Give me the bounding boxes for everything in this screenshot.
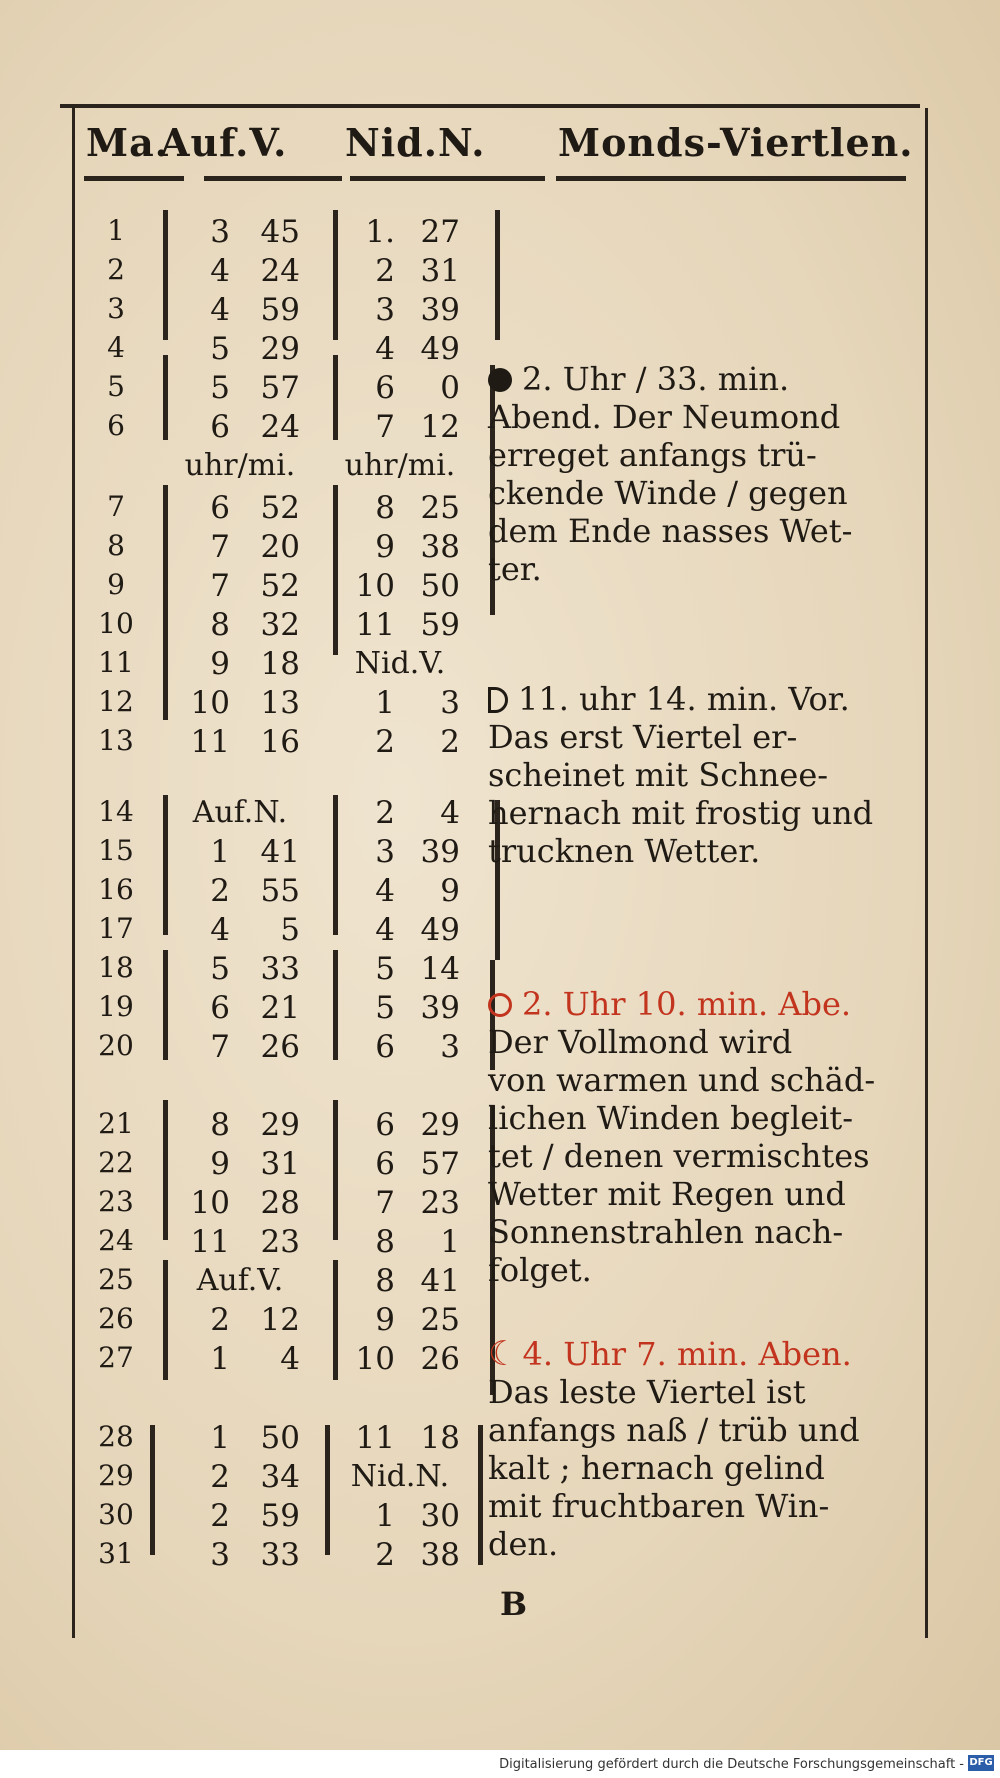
table-row (0, 253, 1000, 289)
sunset-hour: 3 (375, 292, 395, 328)
sunrise-minute: 52 (260, 490, 300, 526)
sunset-hour: 9 (375, 529, 395, 565)
sunrise-hour: 1 (210, 1341, 230, 1377)
sunset-minute: 49 (420, 912, 460, 948)
day-cell: 8 (107, 529, 125, 562)
moon-note-line: hernach mit frostig und (488, 794, 874, 832)
sunrise-hour: 2 (210, 1498, 230, 1534)
sunset-minute: 30 (420, 1498, 460, 1534)
sunset-minute: 2 (440, 724, 460, 760)
sunrise-minute: 52 (260, 568, 300, 604)
day-cell: 27 (98, 1341, 134, 1374)
moon-note-line: dem Ende nasses Wet- (488, 512, 853, 550)
sunrise-label: uhr/mi. (184, 448, 296, 483)
moon-note-line: anfangs naß / trüb und (488, 1411, 860, 1449)
sunset-minute: 1 (440, 1224, 460, 1260)
sunrise-label: Auf.V. (196, 1263, 284, 1298)
sunrise-hour: 6 (210, 409, 230, 445)
sunrise-hour: 5 (210, 370, 230, 406)
sunset-hour: 2 (375, 253, 395, 289)
dfg-logo: DFG (968, 1755, 994, 1771)
sunset-minute: 25 (420, 490, 460, 526)
table-row (0, 912, 1000, 948)
day-cell: 31 (98, 1537, 134, 1570)
day-cell: 12 (98, 685, 134, 718)
new-moon-icon (488, 368, 512, 392)
header-moon-quarters: Monds-Viertlen. (558, 120, 914, 165)
bracket-rule (163, 485, 168, 655)
table-row (0, 1302, 1000, 1338)
sunset-label: Nid.V. (354, 646, 446, 681)
bracket-rule (478, 1425, 483, 1565)
sunrise-hour: 2 (210, 1459, 230, 1495)
sunrise-hour: 4 (210, 253, 230, 289)
sunrise-hour: 6 (210, 490, 230, 526)
sunrise-hour: 9 (210, 646, 230, 682)
bracket-rule (163, 795, 168, 935)
sunset-minute: 0 (440, 370, 460, 406)
sunrise-minute: 20 (260, 529, 300, 565)
last-quarter-icon: ☾ (488, 1334, 519, 1374)
moon-note-line: Der Vollmond wird (488, 1023, 793, 1061)
sunset-minute: 39 (420, 834, 460, 870)
sunset-label: uhr/mi. (344, 448, 456, 483)
moon-note-line: den. (488, 1525, 559, 1563)
sunrise-minute: 50 (260, 1420, 300, 1456)
sunset-hour: 4 (375, 873, 395, 909)
moon-note (488, 1335, 898, 1563)
sunrise-minute: 13 (260, 685, 300, 721)
sunset-hour: 5 (375, 990, 395, 1026)
sunrise-minute: 24 (260, 409, 300, 445)
bracket-rule (333, 950, 338, 1060)
day-cell: 2 (107, 253, 125, 286)
sunset-minute: 12 (420, 409, 460, 445)
moon-note (488, 360, 898, 588)
sunrise-hour: 5 (210, 951, 230, 987)
moon-note-line: trucknen Wetter. (488, 832, 761, 870)
footer-text: Digitalisierung gefördert durch die Deutsche Forschungsgemeinschaft - (499, 1757, 964, 1772)
sunset-hour: 4 (375, 912, 395, 948)
sunrise-hour: 8 (210, 607, 230, 643)
sunset-hour: 8 (375, 1263, 395, 1299)
sunrise-minute: 59 (260, 1498, 300, 1534)
sunset-minute: 29 (420, 1107, 460, 1143)
sunset-minute: 50 (420, 568, 460, 604)
sunrise-hour: 7 (210, 529, 230, 565)
day-cell: 6 (107, 409, 125, 442)
sunrise-hour: 7 (210, 568, 230, 604)
day-cell: 9 (107, 568, 125, 601)
digitization-footer (0, 1750, 1000, 1778)
sunrise-minute: 33 (260, 951, 300, 987)
sunrise-hour: 2 (210, 873, 230, 909)
moon-note-line: Wetter mit Regen und (488, 1175, 846, 1213)
moon-note-line: von warmen und schäd- (488, 1061, 876, 1099)
sunset-minute: 38 (420, 529, 460, 565)
day-cell: 13 (98, 724, 134, 757)
day-cell: 4 (107, 331, 125, 364)
sunrise-minute: 32 (260, 607, 300, 643)
sunset-hour: 4 (375, 331, 395, 367)
day-cell: 14 (98, 795, 134, 828)
sunset-hour: 3 (375, 834, 395, 870)
day-cell: 22 (98, 1146, 134, 1179)
sunrise-hour: 4 (210, 912, 230, 948)
day-cell: 29 (98, 1459, 134, 1492)
sunset-hour: 2 (375, 1537, 395, 1573)
sunrise-minute: 29 (260, 331, 300, 367)
sunrise-hour: 10 (190, 685, 230, 721)
day-cell: 20 (98, 1029, 134, 1062)
moon-note-line: scheinet mit Schnee- (488, 756, 829, 794)
moon-note-heading (488, 985, 898, 1023)
bracket-rule (325, 1425, 330, 1555)
bracket-rule (333, 355, 338, 440)
sunset-minute: 27 (420, 214, 460, 250)
sunrise-minute: 16 (260, 724, 300, 760)
day-cell: 24 (98, 1224, 134, 1257)
sunset-hour: 2 (375, 795, 395, 831)
bracket-rule (333, 485, 338, 655)
sunset-minute: 59 (420, 607, 460, 643)
sunrise-minute: 26 (260, 1029, 300, 1065)
moon-note-time: 2. Uhr 10. min. Abe. (522, 985, 852, 1023)
first-quarter-icon (488, 687, 508, 713)
day-cell: 11 (98, 646, 134, 679)
sunset-hour: 7 (375, 409, 395, 445)
sunset-hour: 10 (355, 1341, 395, 1377)
sunrise-minute: 29 (260, 1107, 300, 1143)
sunrise-minute: 55 (260, 873, 300, 909)
sunrise-minute: 41 (260, 834, 300, 870)
sunset-minute: 57 (420, 1146, 460, 1182)
day-cell: 18 (98, 951, 134, 984)
moon-note-line: Das erst Viertel er- (488, 718, 798, 756)
table-row (0, 607, 1000, 643)
sunrise-minute: 59 (260, 292, 300, 328)
day-cell: 7 (107, 490, 125, 523)
moon-note (488, 680, 898, 870)
sunrise-minute: 28 (260, 1185, 300, 1221)
header-month: Ma. (86, 120, 169, 165)
moon-note-line: Abend. Der Neumond (488, 398, 841, 436)
day-cell: 10 (98, 607, 134, 640)
sunrise-hour: 3 (210, 214, 230, 250)
sunset-minute: 39 (420, 990, 460, 1026)
table-row (0, 214, 1000, 250)
bracket-rule (163, 1100, 168, 1240)
day-cell: 17 (98, 912, 134, 945)
sunset-hour: 8 (375, 1224, 395, 1260)
sunrise-minute: 31 (260, 1146, 300, 1182)
day-cell: 1 (107, 214, 125, 247)
sunset-hour: 5 (375, 951, 395, 987)
sunrise-minute: 18 (260, 646, 300, 682)
moon-note-line: ter. (488, 550, 542, 588)
day-cell: 5 (107, 370, 125, 403)
bracket-rule (150, 1425, 155, 1555)
bracket-rule (333, 210, 338, 340)
sunrise-minute: 4 (280, 1341, 300, 1377)
moon-note-line: kalt ; hernach gelind (488, 1449, 825, 1487)
sunset-minute: 18 (420, 1420, 460, 1456)
sunset-hour: 6 (375, 1029, 395, 1065)
moon-note-line: ckende Winde / gegen (488, 474, 848, 512)
sunset-minute: 14 (420, 951, 460, 987)
table-row (0, 646, 1000, 682)
sunrise-minute: 21 (260, 990, 300, 1026)
day-cell: 23 (98, 1185, 134, 1218)
sunset-label: Nid.N. (350, 1459, 450, 1494)
day-cell: 28 (98, 1420, 134, 1453)
moon-note-heading (488, 1335, 898, 1373)
sunset-hour: 11 (355, 607, 395, 643)
sunset-hour: 6 (375, 370, 395, 406)
bracket-rule (163, 210, 168, 340)
day-cell: 25 (98, 1263, 134, 1296)
bracket-rule (163, 355, 168, 440)
moon-note-line: Das leste Viertel ist (488, 1373, 806, 1411)
header-rule (350, 176, 545, 181)
day-cell: 15 (98, 834, 134, 867)
day-cell: 30 (98, 1498, 134, 1531)
sunset-minute: 9 (440, 873, 460, 909)
moon-note-time: 11. uhr 14. min. Vor. (518, 680, 850, 718)
sunset-minute: 4 (440, 795, 460, 831)
sunrise-hour: 9 (210, 1146, 230, 1182)
moon-note (488, 985, 898, 1289)
sunrise-hour: 11 (190, 724, 230, 760)
day-cell: 26 (98, 1302, 134, 1335)
sunrise-minute: 57 (260, 370, 300, 406)
bracket-rule (163, 1260, 168, 1380)
bracket-rule (163, 950, 168, 1060)
sunrise-minute: 12 (260, 1302, 300, 1338)
sunset-hour: 10 (355, 568, 395, 604)
sunrise-minute: 24 (260, 253, 300, 289)
bracket-rule (163, 640, 168, 720)
header-rule (556, 176, 906, 181)
moon-note-line: erreget anfangs trü- (488, 436, 817, 474)
moon-note-line: folget. (488, 1251, 592, 1289)
moon-note-heading (488, 680, 898, 718)
sunset-minute: 49 (420, 331, 460, 367)
moon-note-heading (488, 360, 898, 398)
sunset-hour: 2 (375, 724, 395, 760)
sunrise-minute: 34 (260, 1459, 300, 1495)
moon-note-time: 4. Uhr 7. min. Aben. (522, 1335, 852, 1373)
table-row (0, 951, 1000, 987)
full-moon-icon (488, 993, 512, 1017)
sunset-minute: 38 (420, 1537, 460, 1573)
sunrise-hour: 4 (210, 292, 230, 328)
table-row (0, 873, 1000, 909)
sunset-hour: 8 (375, 490, 395, 526)
moon-note-time: 2. Uhr / 33. min. (522, 360, 790, 398)
sunset-hour: 6 (375, 1146, 395, 1182)
header-rule (204, 176, 342, 181)
sunrise-hour: 1 (210, 1420, 230, 1456)
sunset-minute: 25 (420, 1302, 460, 1338)
sunset-minute: 3 (440, 1029, 460, 1065)
moon-note-line: tet / denen vermischtes (488, 1137, 870, 1175)
sunrise-label: Auf.N. (192, 795, 288, 830)
sunset-minute: 31 (420, 253, 460, 289)
sunset-minute: 39 (420, 292, 460, 328)
day-cell: 21 (98, 1107, 134, 1140)
moon-note-line: lichen Winden begleit- (488, 1099, 854, 1137)
sunrise-hour: 2 (210, 1302, 230, 1338)
sunrise-minute: 23 (260, 1224, 300, 1260)
sunrise-hour: 8 (210, 1107, 230, 1143)
sunrise-minute: 33 (260, 1537, 300, 1573)
bracket-rule (333, 1100, 338, 1240)
sunrise-hour: 6 (210, 990, 230, 1026)
sunrise-hour: 10 (190, 1185, 230, 1221)
sunset-hour: 9 (375, 1302, 395, 1338)
table-row (0, 292, 1000, 328)
header-rule (84, 176, 184, 181)
sunset-hour: 7 (375, 1185, 395, 1221)
bracket-rule (333, 1260, 338, 1380)
bracket-rule (495, 210, 500, 340)
sunrise-minute: 5 (280, 912, 300, 948)
sunset-hour: 1 (375, 1498, 395, 1534)
day-cell: 16 (98, 873, 134, 906)
header-sunset: Nid.N. (345, 120, 486, 165)
moon-note-line: Sonnenstrahlen nach- (488, 1213, 844, 1251)
bracket-rule (333, 795, 338, 935)
sunrise-hour: 1 (210, 834, 230, 870)
sunset-hour: 1 (375, 685, 395, 721)
day-cell: 19 (98, 990, 134, 1023)
sunrise-hour: 7 (210, 1029, 230, 1065)
sunrise-hour: 11 (190, 1224, 230, 1260)
moon-note-line: mit fruchtbaren Win- (488, 1487, 830, 1525)
sunrise-hour: 3 (210, 1537, 230, 1573)
header-sunrise: Auf.V. (160, 120, 288, 165)
sunset-hour: 11 (355, 1420, 395, 1456)
sunset-minute: 3 (440, 685, 460, 721)
sunset-hour: 1. (365, 214, 395, 250)
sunrise-minute: 45 (260, 214, 300, 250)
sunset-hour: 6 (375, 1107, 395, 1143)
sunset-minute: 41 (420, 1263, 460, 1299)
sunset-minute: 23 (420, 1185, 460, 1221)
day-cell: 3 (107, 292, 125, 325)
sunset-minute: 26 (420, 1341, 460, 1377)
sunrise-hour: 5 (210, 331, 230, 367)
catchword: B (500, 1585, 528, 1623)
